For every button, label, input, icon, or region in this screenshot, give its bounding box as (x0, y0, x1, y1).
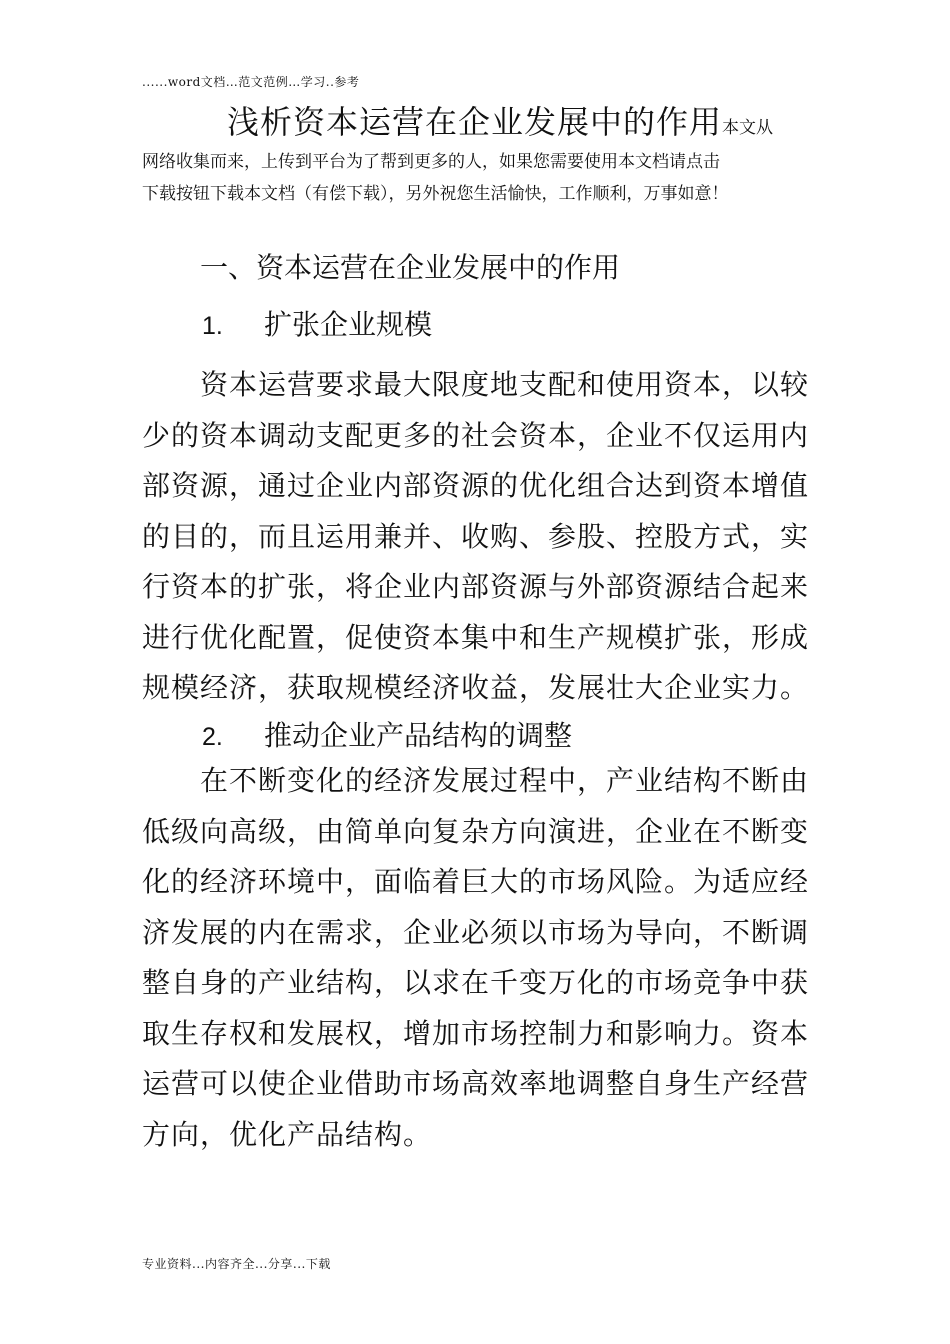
paragraph-line: 化的经济环境中，面临着巨大的市场风险。为适应经 (142, 865, 810, 898)
paragraph-line: 方向，优化产品结构。 (142, 1117, 433, 1151)
subsection-heading-2 (142, 714, 572, 754)
paragraph-1 (142, 360, 812, 714)
subsection-title: 扩张企业规模 (264, 308, 433, 341)
paragraph-line: 在不断变化的经济发展过程中，产业结构不断由 (200, 764, 810, 797)
section-heading: 一、资本运营在企业发展中的作用 (200, 251, 621, 284)
paragraph-line: 取生存权和发展权，增加市场控制力和影响力。资本 (142, 1016, 810, 1050)
subsection-heading-1 (142, 303, 432, 343)
paragraph-line: 行资本的扩张，将企业内部资源与外部资源结合起来 (142, 570, 810, 603)
subsection-number: 2. (202, 723, 223, 751)
paragraph-line: 低级向高级，由简单向复杂方向演进，企业在不断变 (142, 814, 810, 848)
source-note-line: 网络收集而来，上传到平台为了帮到更多的人，如果您需要使用本文档请点击 (142, 152, 720, 172)
title-note-fragment: 本文从 (722, 118, 774, 138)
paragraph-line: 少的资本调动支配更多的社会资本，企业不仅运用内 (142, 418, 810, 452)
paragraph-line: 的目的，而且运用兼并、收购、参股、控股方式，实 (142, 519, 810, 553)
paragraph-line: 进行优化配置，促使资本集中和生产规模扩张，形成 (142, 620, 810, 654)
paragraph-line: 资本运营要求最大限度地支配和使用资本，以较 (200, 368, 810, 401)
subsection-number: 1. (202, 312, 223, 340)
paragraph-line: 规模经济，获取规模经济收益，发展壮大企业实力。 (142, 671, 810, 704)
page-header: ......word文档…范文范例…学习..参考 (142, 75, 360, 89)
paragraph-line: 整自身的产业结构，以求在千变万化的市场竞争中获 (142, 966, 810, 999)
page-footer: 专业资料...内容齐全...分享...下载 (142, 1257, 331, 1271)
title-block (142, 98, 812, 210)
paragraph-2 (142, 756, 812, 1160)
source-note-line: 下载按钮下载本文档（有偿下载），另外祝您生活愉快，工作顺利，万事如意！ (142, 184, 729, 204)
document-title: 浅析资本运营在企业发展中的作用 (227, 103, 723, 141)
subsection-title: 推动企业产品结构的调整 (264, 719, 573, 752)
title-line (142, 98, 812, 146)
paragraph-line: 部资源，通过企业内部资源的优化组合达到资本增值 (142, 469, 810, 502)
paragraph-line: 运营可以使企业借助市场高效率地调整自身生产经营 (142, 1067, 810, 1100)
paragraph-line: 济发展的内在需求，企业必须以市场为导向，不断调 (142, 915, 810, 949)
